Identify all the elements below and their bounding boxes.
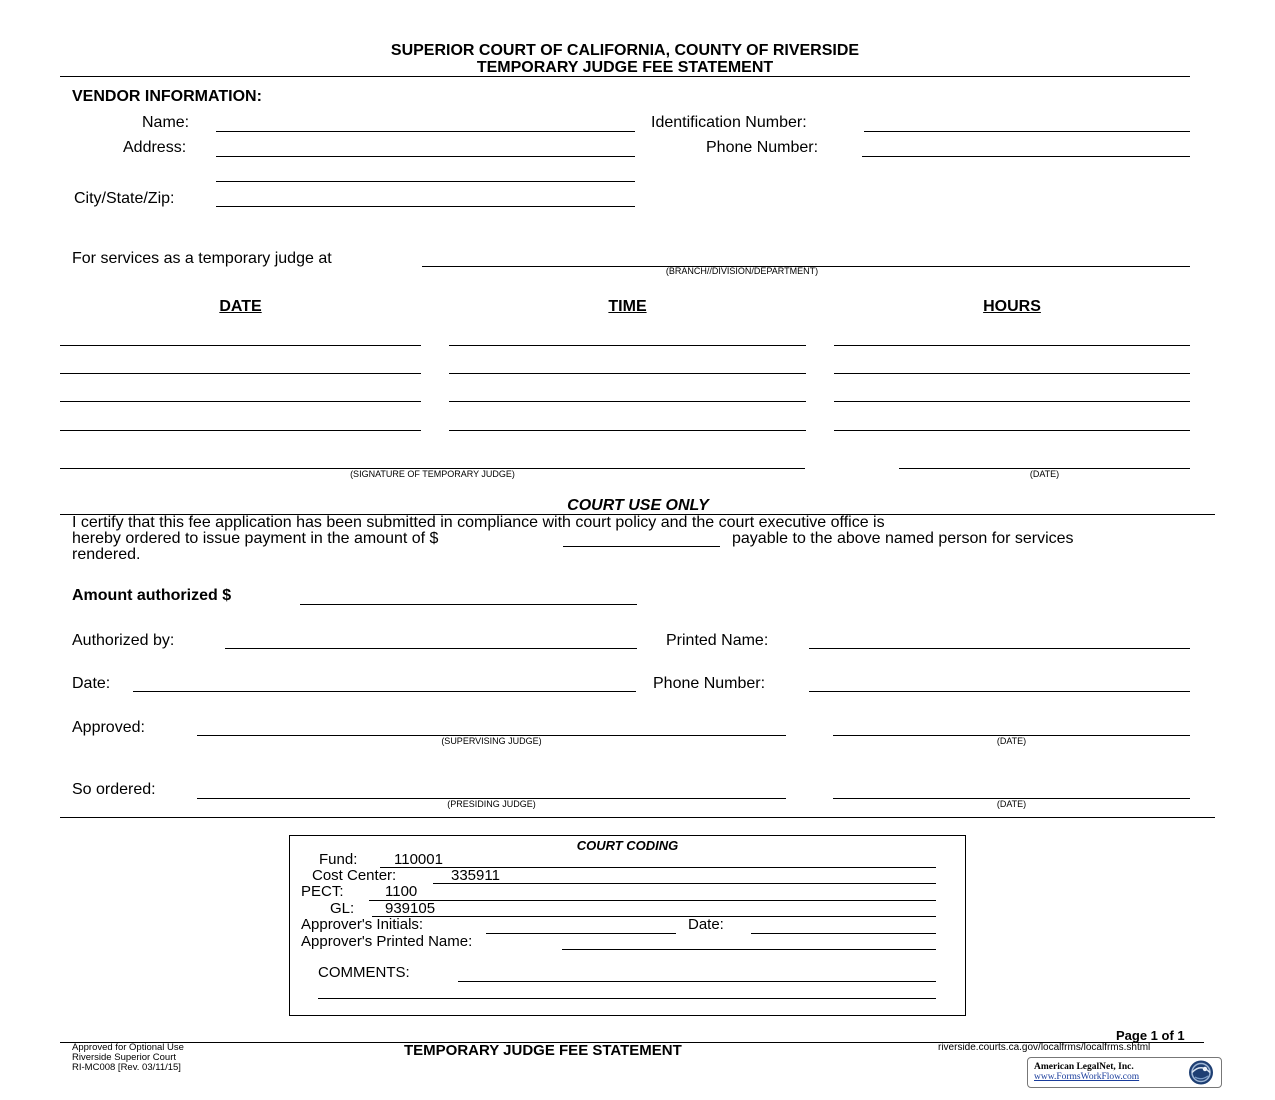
amount-authorized-label: Amount authorized $	[72, 587, 232, 604]
name-field[interactable]	[216, 131, 635, 132]
time-column-header: TIME	[608, 298, 647, 315]
logo-website-link[interactable]: www.FormsWorkFlow.com	[1034, 1072, 1140, 1082]
vendor-phone-label: Phone Number:	[706, 139, 819, 156]
footer-court-text: Riverside Superior Court	[72, 1052, 177, 1063]
hours-entry-line[interactable]	[834, 430, 1190, 431]
date-column-header: DATE	[219, 298, 262, 315]
coding-date-label: Date:	[688, 916, 724, 933]
approver-printed-name-field[interactable]	[562, 949, 936, 950]
time-entry-line[interactable]	[449, 345, 806, 346]
vendor-section-title: VENDOR INFORMATION:	[72, 88, 262, 105]
identification-number-label: Identification Number:	[651, 114, 807, 131]
signature-date-caption: (DATE)	[1029, 469, 1060, 479]
form-title: TEMPORARY JUDGE FEE STATEMENT	[476, 59, 774, 76]
city-state-zip-label: City/State/Zip:	[74, 190, 175, 207]
court-name: SUPERIOR COURT OF CALIFORNIA, COUNTY OF RIVERSIDE	[390, 42, 860, 59]
footer-form-number: RI-MC008 [Rev. 03/11/15]	[72, 1062, 181, 1073]
comments-label: COMMENTS:	[318, 964, 410, 981]
court-coding-title: COURT CODING	[576, 838, 679, 853]
approver-initials-field[interactable]	[486, 933, 676, 934]
date-entry-line[interactable]	[60, 345, 421, 346]
so-ordered-date-caption: (DATE)	[996, 799, 1027, 809]
fund-label: Fund:	[319, 851, 358, 868]
approver-printed-name-label: Approver's Printed Name:	[301, 933, 473, 950]
identification-number-field[interactable]	[864, 131, 1190, 132]
cost-center-value: 335911	[451, 867, 500, 884]
payment-amount-field[interactable]	[563, 546, 720, 547]
logo-company-name: American LegalNet, Inc.	[1034, 1062, 1134, 1072]
vendor-phone-field[interactable]	[862, 156, 1190, 157]
footer-form-title: TEMPORARY JUDGE FEE STATEMENT	[404, 1042, 682, 1059]
time-entry-line[interactable]	[449, 373, 806, 374]
gl-value: 939105	[385, 900, 436, 917]
gl-line	[372, 916, 936, 917]
approver-initials-label: Approver's Initials:	[301, 916, 424, 933]
authorized-by-label: Authorized by:	[72, 632, 175, 649]
approved-date-caption: (DATE)	[996, 736, 1027, 746]
comments-field[interactable]	[458, 981, 936, 982]
pect-line	[369, 900, 936, 901]
supervising-judge-caption: (SUPERVISING JUDGE)	[441, 736, 542, 746]
date-entry-line[interactable]	[60, 373, 421, 374]
date-entry-line[interactable]	[60, 401, 421, 402]
address-field[interactable]	[216, 156, 635, 157]
time-entry-line[interactable]	[449, 430, 806, 431]
court-use-only-title: COURT USE ONLY	[567, 497, 709, 514]
printed-name-label: Printed Name:	[666, 632, 769, 649]
certify-text-line3: rendered.	[72, 546, 141, 563]
fund-value: 110001	[394, 851, 443, 868]
hours-entry-line[interactable]	[834, 401, 1190, 402]
header-divider	[60, 76, 1190, 77]
services-text: For services as a temporary judge at	[72, 250, 332, 267]
date-field[interactable]	[133, 691, 636, 692]
hours-entry-line[interactable]	[834, 373, 1190, 374]
address-field-line2[interactable]	[216, 181, 635, 182]
name-label: Name:	[142, 114, 190, 131]
hours-entry-line[interactable]	[834, 345, 1190, 346]
cost-center-line	[433, 883, 936, 884]
pect-label: PECT:	[301, 883, 344, 900]
certify-text-line1: I certify that this fee application has been submitted in compliance with court policy and the court executive office is	[72, 514, 885, 531]
printed-name-field[interactable]	[809, 648, 1190, 649]
address-label: Address:	[123, 139, 187, 156]
signature-caption: (SIGNATURE OF TEMPORARY JUDGE)	[350, 469, 515, 479]
date-entry-line[interactable]	[60, 430, 421, 431]
amount-authorized-field[interactable]	[300, 604, 637, 605]
cost-center-label: Cost Center:	[312, 867, 397, 884]
date-label: Date:	[72, 675, 111, 692]
presiding-judge-caption: (PRESIDING JUDGE)	[447, 799, 536, 809]
pect-value: 1100	[385, 883, 418, 900]
certify-text-line2a: hereby ordered to issue payment in the amount of $	[72, 530, 439, 547]
approved-label: Approved:	[72, 719, 145, 736]
coding-date-field[interactable]	[751, 933, 936, 934]
american-legalnet-logo[interactable]	[1027, 1057, 1222, 1088]
footer-url[interactable]: riverside.courts.ca.gov/localfrms/localfrms.shtml	[938, 1042, 1151, 1053]
globe-icon	[1186, 1059, 1216, 1086]
time-entry-line[interactable]	[449, 401, 806, 402]
hours-column-header: HOURS	[983, 298, 1041, 315]
gl-label: GL:	[330, 900, 355, 917]
court-phone-label: Phone Number:	[653, 675, 766, 692]
so-ordered-label: So ordered:	[72, 781, 156, 798]
certify-text-line2b: payable to the above named person for services	[732, 530, 1074, 547]
page-number: Page 1 of 1	[1116, 1028, 1185, 1043]
comments-field-line2[interactable]	[318, 998, 936, 999]
court-use-bottom-divider	[60, 817, 1215, 818]
court-phone-field[interactable]	[809, 691, 1190, 692]
city-state-zip-field[interactable]	[216, 206, 635, 207]
footer-approved-text: Approved for Optional Use	[72, 1042, 184, 1053]
branch-caption: (BRANCH//DIVISION/DEPARTMENT)	[665, 266, 819, 276]
authorized-by-field[interactable]	[225, 648, 637, 649]
